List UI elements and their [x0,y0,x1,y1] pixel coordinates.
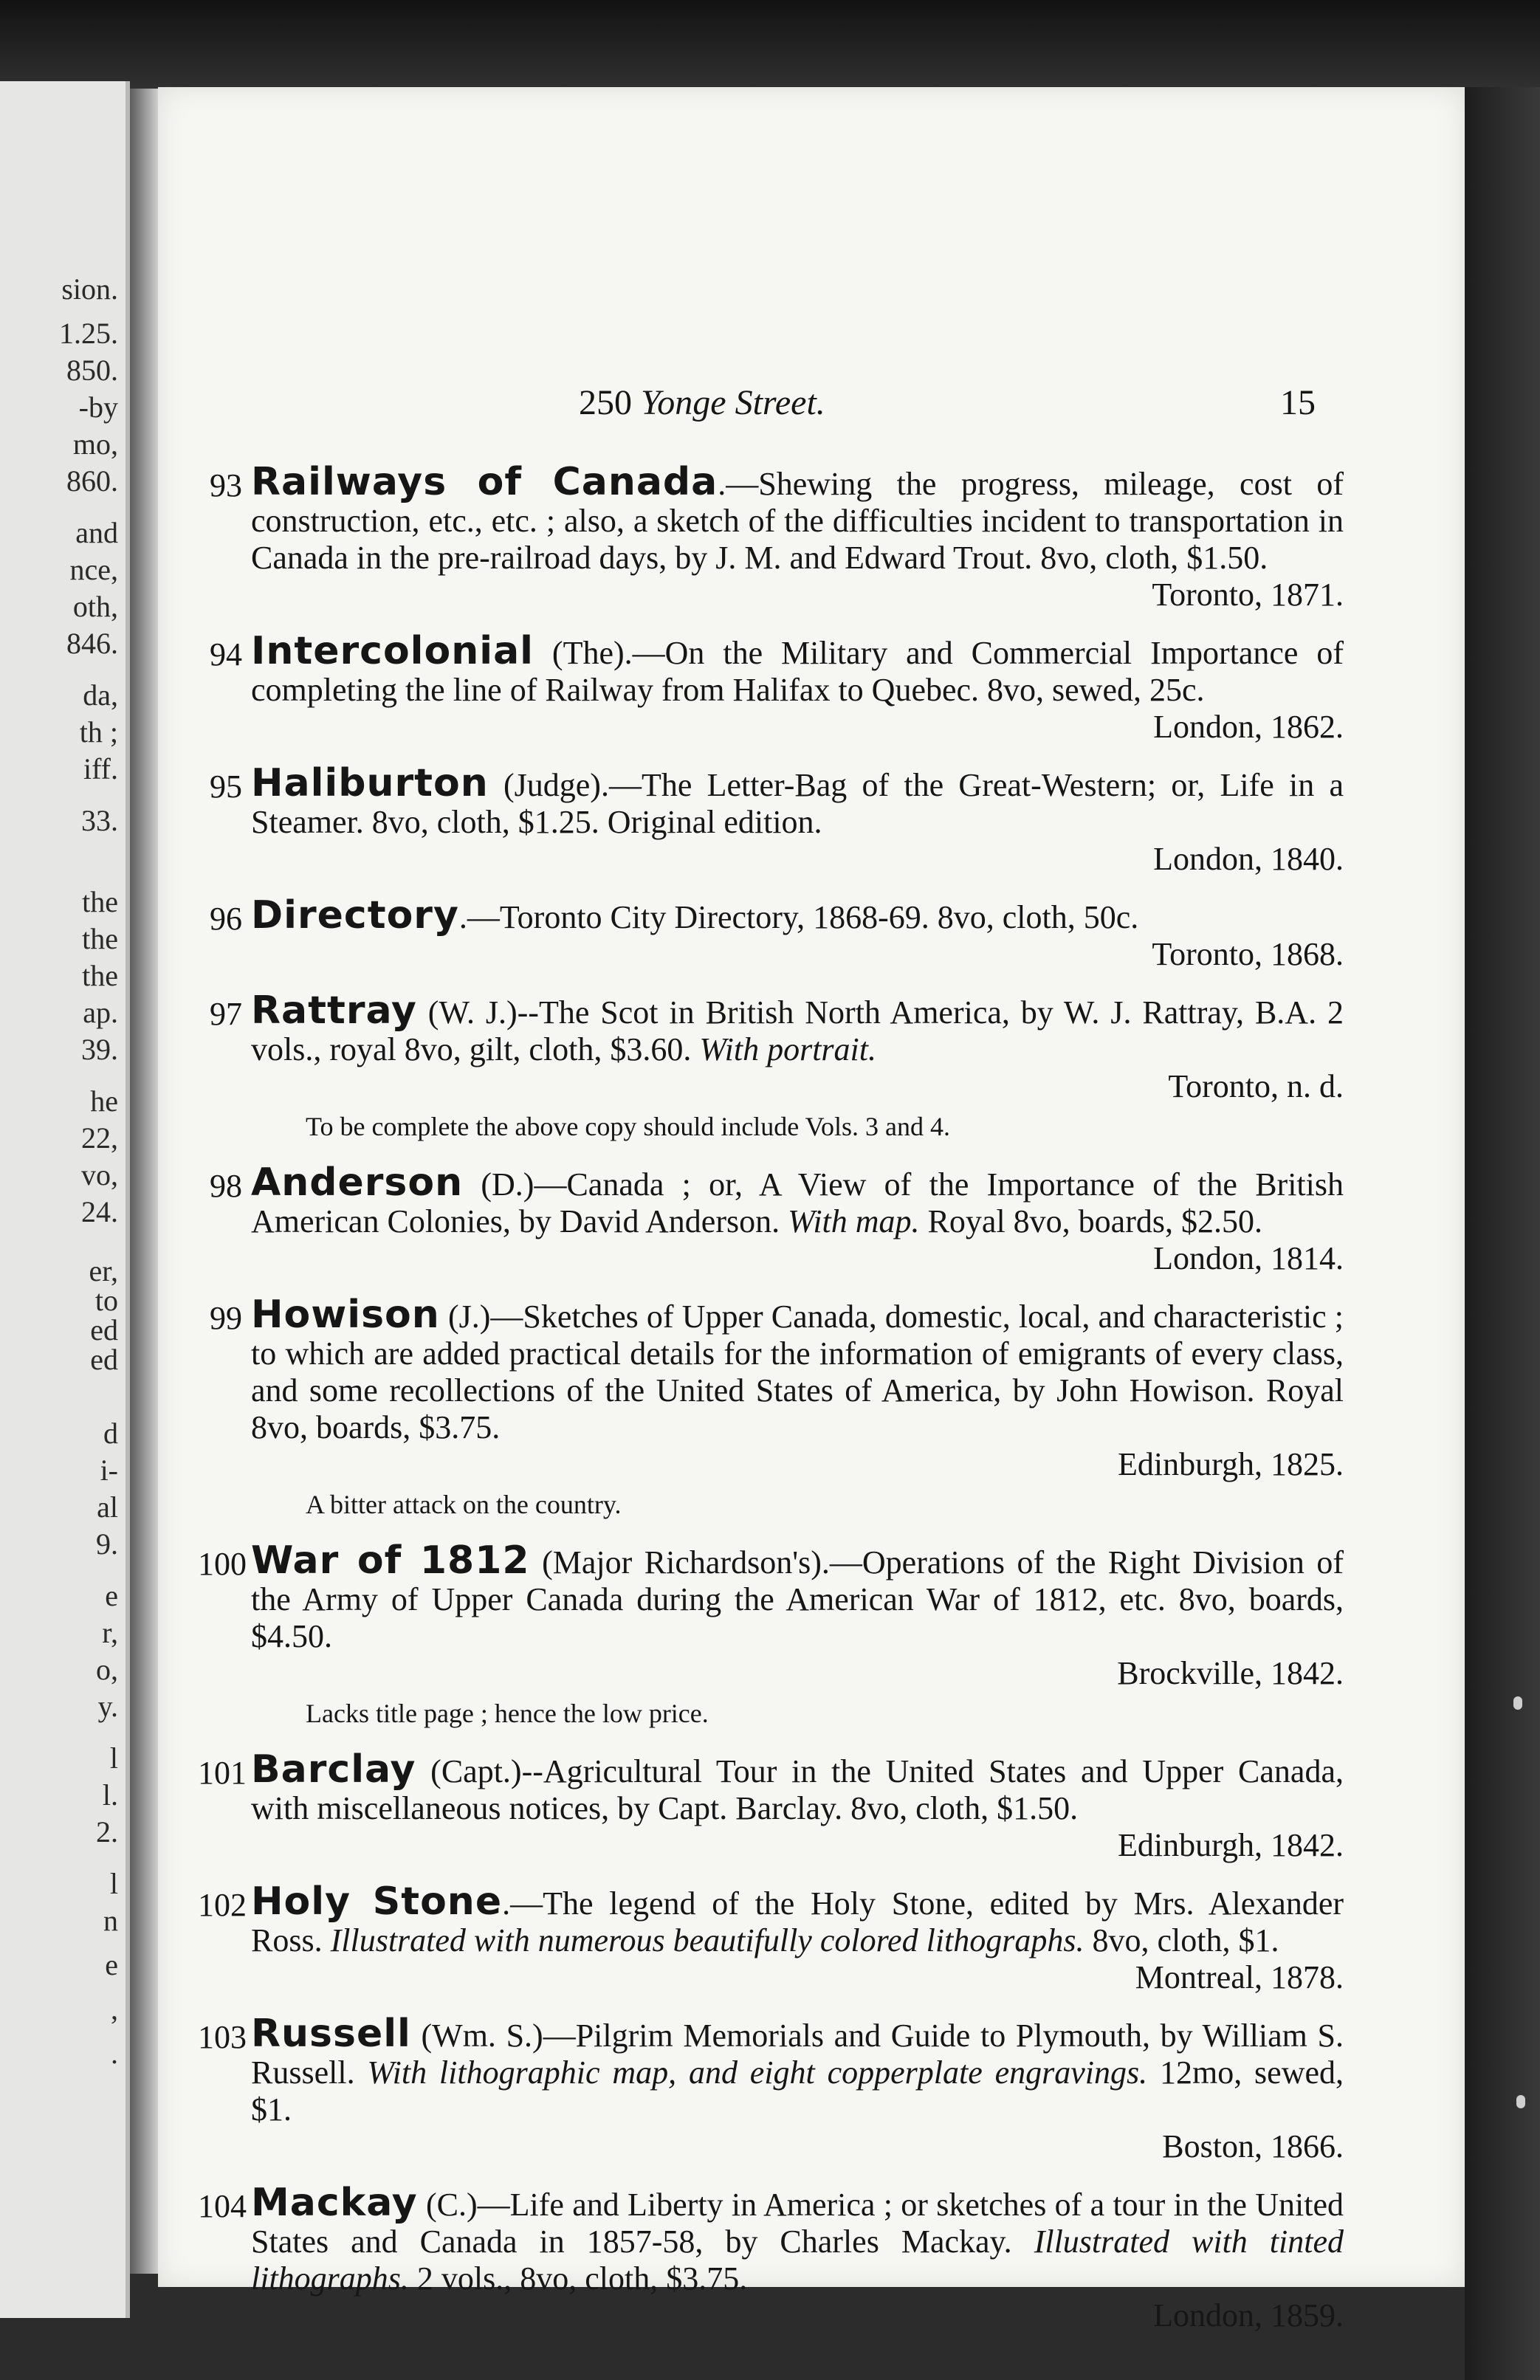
scan-speck [1513,1696,1522,1710]
entry-body [251,1747,1344,1864]
facing-page-text: he [90,1084,118,1118]
entry-footnote: A bitter attack on the country. [306,1490,622,1519]
entry-heading: Russell [251,2012,411,2056]
catalogue-entry [158,2181,1465,2334]
catalogue-entry [158,460,1465,613]
facing-page-text: i- [100,1454,118,1487]
facing-page-text: and [75,516,118,549]
facing-page-text: l. [102,1778,118,1812]
entry-description: .—The legend of the Holy Stone, edited by Mrs. Alexander Ross. [251,1885,1344,1958]
scan-background [0,0,1540,96]
entry-heading: Directory [251,893,459,938]
catalogue-entry [158,1879,1465,1996]
facing-page-text: l [109,1741,118,1775]
entry-description: .—Shewing the progress, mileage, cost of construction, etc., etc. ; also, a sketch of the difficulties incident to transportation in Canada in the pre-railroad days, by J. M. and Edward Trout. 8vo, cloth, $1.50. [251,466,1344,576]
entry-heading: Haliburton [251,761,489,805]
entry-description: (Wm. S.)—Pilgrim Memorials and Guide to Plymouth, by William S. Russell. [251,2018,1344,2091]
facing-page-text: r, [102,1616,118,1649]
entry-heading: Anderson [251,1160,464,1205]
entry-heading: Holy Stone [251,1879,503,1924]
entry-imprint: London, 1862. [1153,709,1344,745]
entry-body [251,761,1344,878]
facing-page-fragment [0,81,130,2318]
facing-page-text: th ; [79,715,118,749]
facing-page-text: er, [89,1254,118,1287]
entry-number: 94 [210,636,242,673]
facing-page-text: oth, [72,590,118,623]
entry-description: (Major Richardson's).—Operations of the Right Division of the Army of Upper Canada during the American War of 1812, etc. 8vo, boards, $4.50. [251,1544,1344,1654]
entry-number: 102 [198,1887,247,1923]
facing-page-text: al [97,1490,118,1524]
facing-page-text: ed [90,1313,118,1347]
facing-page-text: ed [90,1343,118,1376]
catalogue-entry [158,1747,1465,1864]
entry-imprint: Toronto, 1868. [1152,936,1344,972]
facing-page-text: d [103,1417,118,1450]
entry-body [251,893,1344,973]
entry-description: (J.)—Sketches of Upper Canada, domestic, local, and characteristic ; to which are added practical details for the information of emigrants of every class, and some recollections of the United States of America, by John Howison. Royal 8vo, boards, $3.75. [251,1299,1344,1445]
entry-heading: Railways of Canada [251,460,718,504]
running-header [158,382,1465,427]
facing-page-text: e [105,1948,118,1981]
entry-description-continued: 2 vols., 8vo, cloth, $3.75. [408,2260,748,2297]
facing-page-text: 1.25. [59,317,118,350]
entry-number: 95 [210,768,242,805]
facing-page-text: vo, [81,1158,118,1191]
entry-body [251,629,1344,746]
facing-page-text: , [111,1992,118,2026]
entry-description: .—Toronto City Directory, 1868-69. 8vo, cloth, 50c. [458,899,1139,935]
entry-description-continued: 12mo, sewed, $1. [251,2054,1344,2128]
entry-footnote: Lacks title page ; hence the low price. [306,1699,709,1728]
facing-page-text: 860. [66,464,118,498]
entry-number: 100 [198,1546,247,1582]
facing-page-text: l [109,1867,118,1900]
entry-italic-note: Illustrated with numerous beautifully colored lithographs. [330,1922,1084,1958]
street-address [579,382,825,423]
facing-page-text: the [82,922,118,955]
entry-description-continued: Royal 8vo, boards, $2.50. [919,1203,1262,1239]
entry-number: 101 [198,1755,247,1791]
entry-heading: Barclay [251,1747,416,1792]
facing-page-text: 39. [81,1033,118,1066]
facing-page-text: 24. [81,1195,118,1228]
entry-number: 98 [210,1168,242,1204]
entry-imprint: London, 1814. [1153,1240,1344,1276]
street-number: 250 [579,383,632,422]
facing-page-text: to [94,1284,118,1317]
entry-body [251,2181,1344,2334]
catalogue-entry [158,1293,1465,1523]
entry-imprint: Brockville, 1842. [1117,1655,1344,1691]
catalogue-entry [158,1538,1465,1732]
entry-body [251,988,1344,1105]
facing-page-text: iff. [83,752,118,785]
entry-description: (C.)—Life and Liberty in America ; or sketches of a tour in the United States and Canada in 1857-58, by Charles Mackay. [251,2187,1344,2260]
facing-page-text: e [105,1579,118,1612]
entry-italic-note: With map. [788,1203,920,1239]
facing-page-text: -by [78,391,118,424]
catalogue-entry [158,893,1465,973]
entry-body [251,1538,1344,1692]
facing-page-text: mo, [72,427,118,461]
entry-description: (Judge).—The Letter-Bag of the Great-Western; or, Life in a Steamer. 8vo, cloth, $1.25. Original edition. [251,767,1344,840]
entry-imprint: London, 1840. [1153,841,1344,877]
entry-heading: Intercolonial [251,629,534,673]
page-number: 15 [1280,383,1316,422]
facing-page-text: nce, [69,553,118,586]
facing-page-text: 9. [96,1527,118,1561]
facing-page-text: 846. [66,627,118,660]
entry-body [251,1879,1344,1996]
entry-number: 93 [210,467,242,503]
entry-imprint: Toronto, n. d. [1168,1068,1344,1104]
facing-page-text: 33. [81,804,118,837]
scan-speck [1516,2095,1525,2108]
entry-description-continued: 8vo, cloth, $1. [1084,1922,1279,1958]
facing-page-text: y. [97,1690,118,1723]
book-page [158,87,1465,2333]
entry-imprint: Toronto, 1871. [1152,577,1344,613]
facing-page-text: da, [83,678,118,712]
facing-page-text: 22, [81,1121,118,1155]
entry-imprint: Edinburgh, 1842. [1118,1827,1344,1863]
street-name: Yonge Street. [641,383,825,422]
entry-heading: Rattray [251,988,417,1033]
facing-page-text: . [111,2037,118,2070]
entry-heading: War of 1812 [251,1538,530,1583]
entry-description: (The).—On the Military and Commercial Importance of completing the line of Railway from Halifax to Quebec. 8vo, sewed, 25c. [251,635,1344,708]
catalogue-entry [158,761,1465,878]
entry-number: 103 [198,2019,247,2055]
entry-description: (W. J.)--The Scot in British North America, by W. J. Rattray, B.A. 2 vols., royal 8vo, gilt, cloth, $3.60. [251,994,1344,1067]
entry-italic-note: With portrait. [699,1031,876,1067]
entry-imprint: Boston, 1866. [1162,2128,1344,2164]
entry-heading: Mackay [251,2181,418,2225]
entry-description: (Capt.)--Agricultural Tour in the United States and Upper Canada, with miscellaneous notices, by Capt. Barclay. 8vo, cloth, $1.50. [251,1753,1344,1826]
facing-page-text: 850. [66,354,118,387]
facing-page-text: the [82,959,118,992]
entry-body [251,2012,1344,2165]
facing-page-text: 2. [96,1815,118,1848]
entry-imprint: Edinburgh, 1825. [1118,1446,1344,1482]
facing-page-text: ap. [83,996,118,1029]
entry-number: 96 [210,901,242,937]
entry-footnote: To be complete the above copy should include Vols. 3 and 4. [306,1112,950,1141]
catalogue-entry [158,629,1465,746]
catalogue-entry [158,1160,1465,1277]
entry-number: 97 [210,996,242,1032]
facing-page-text: sion. [61,272,118,306]
catalogue-entry [158,988,1465,1145]
entry-body [251,1293,1344,1483]
entry-italic-note: With lithographic map, and eight copperplate engravings. [367,2054,1148,2091]
book-gutter [130,89,159,2274]
facing-page-text: n [103,1904,118,1937]
entry-imprint: London, 1859. [1153,2297,1344,2333]
entry-description: (D.)—Canada ; or, A View of the Importance of the British American Colonies, by David Anderson. [251,1166,1344,1239]
entry-number: 99 [210,1300,242,1336]
catalogue-entry [158,2012,1465,2165]
entry-imprint: Montreal, 1878. [1135,1959,1344,1995]
facing-page-text: the [82,885,118,918]
facing-page-text: o, [96,1653,118,1686]
entry-body [251,460,1344,613]
entry-body [251,1160,1344,1277]
catalogue-entries [158,460,1465,2353]
scan-edge-right [1465,87,1540,2380]
entry-heading: Howison [251,1293,440,1337]
entry-number: 104 [198,2188,247,2224]
entry-italic-note: Illustrated with tinted lithographs. [251,2223,1344,2297]
